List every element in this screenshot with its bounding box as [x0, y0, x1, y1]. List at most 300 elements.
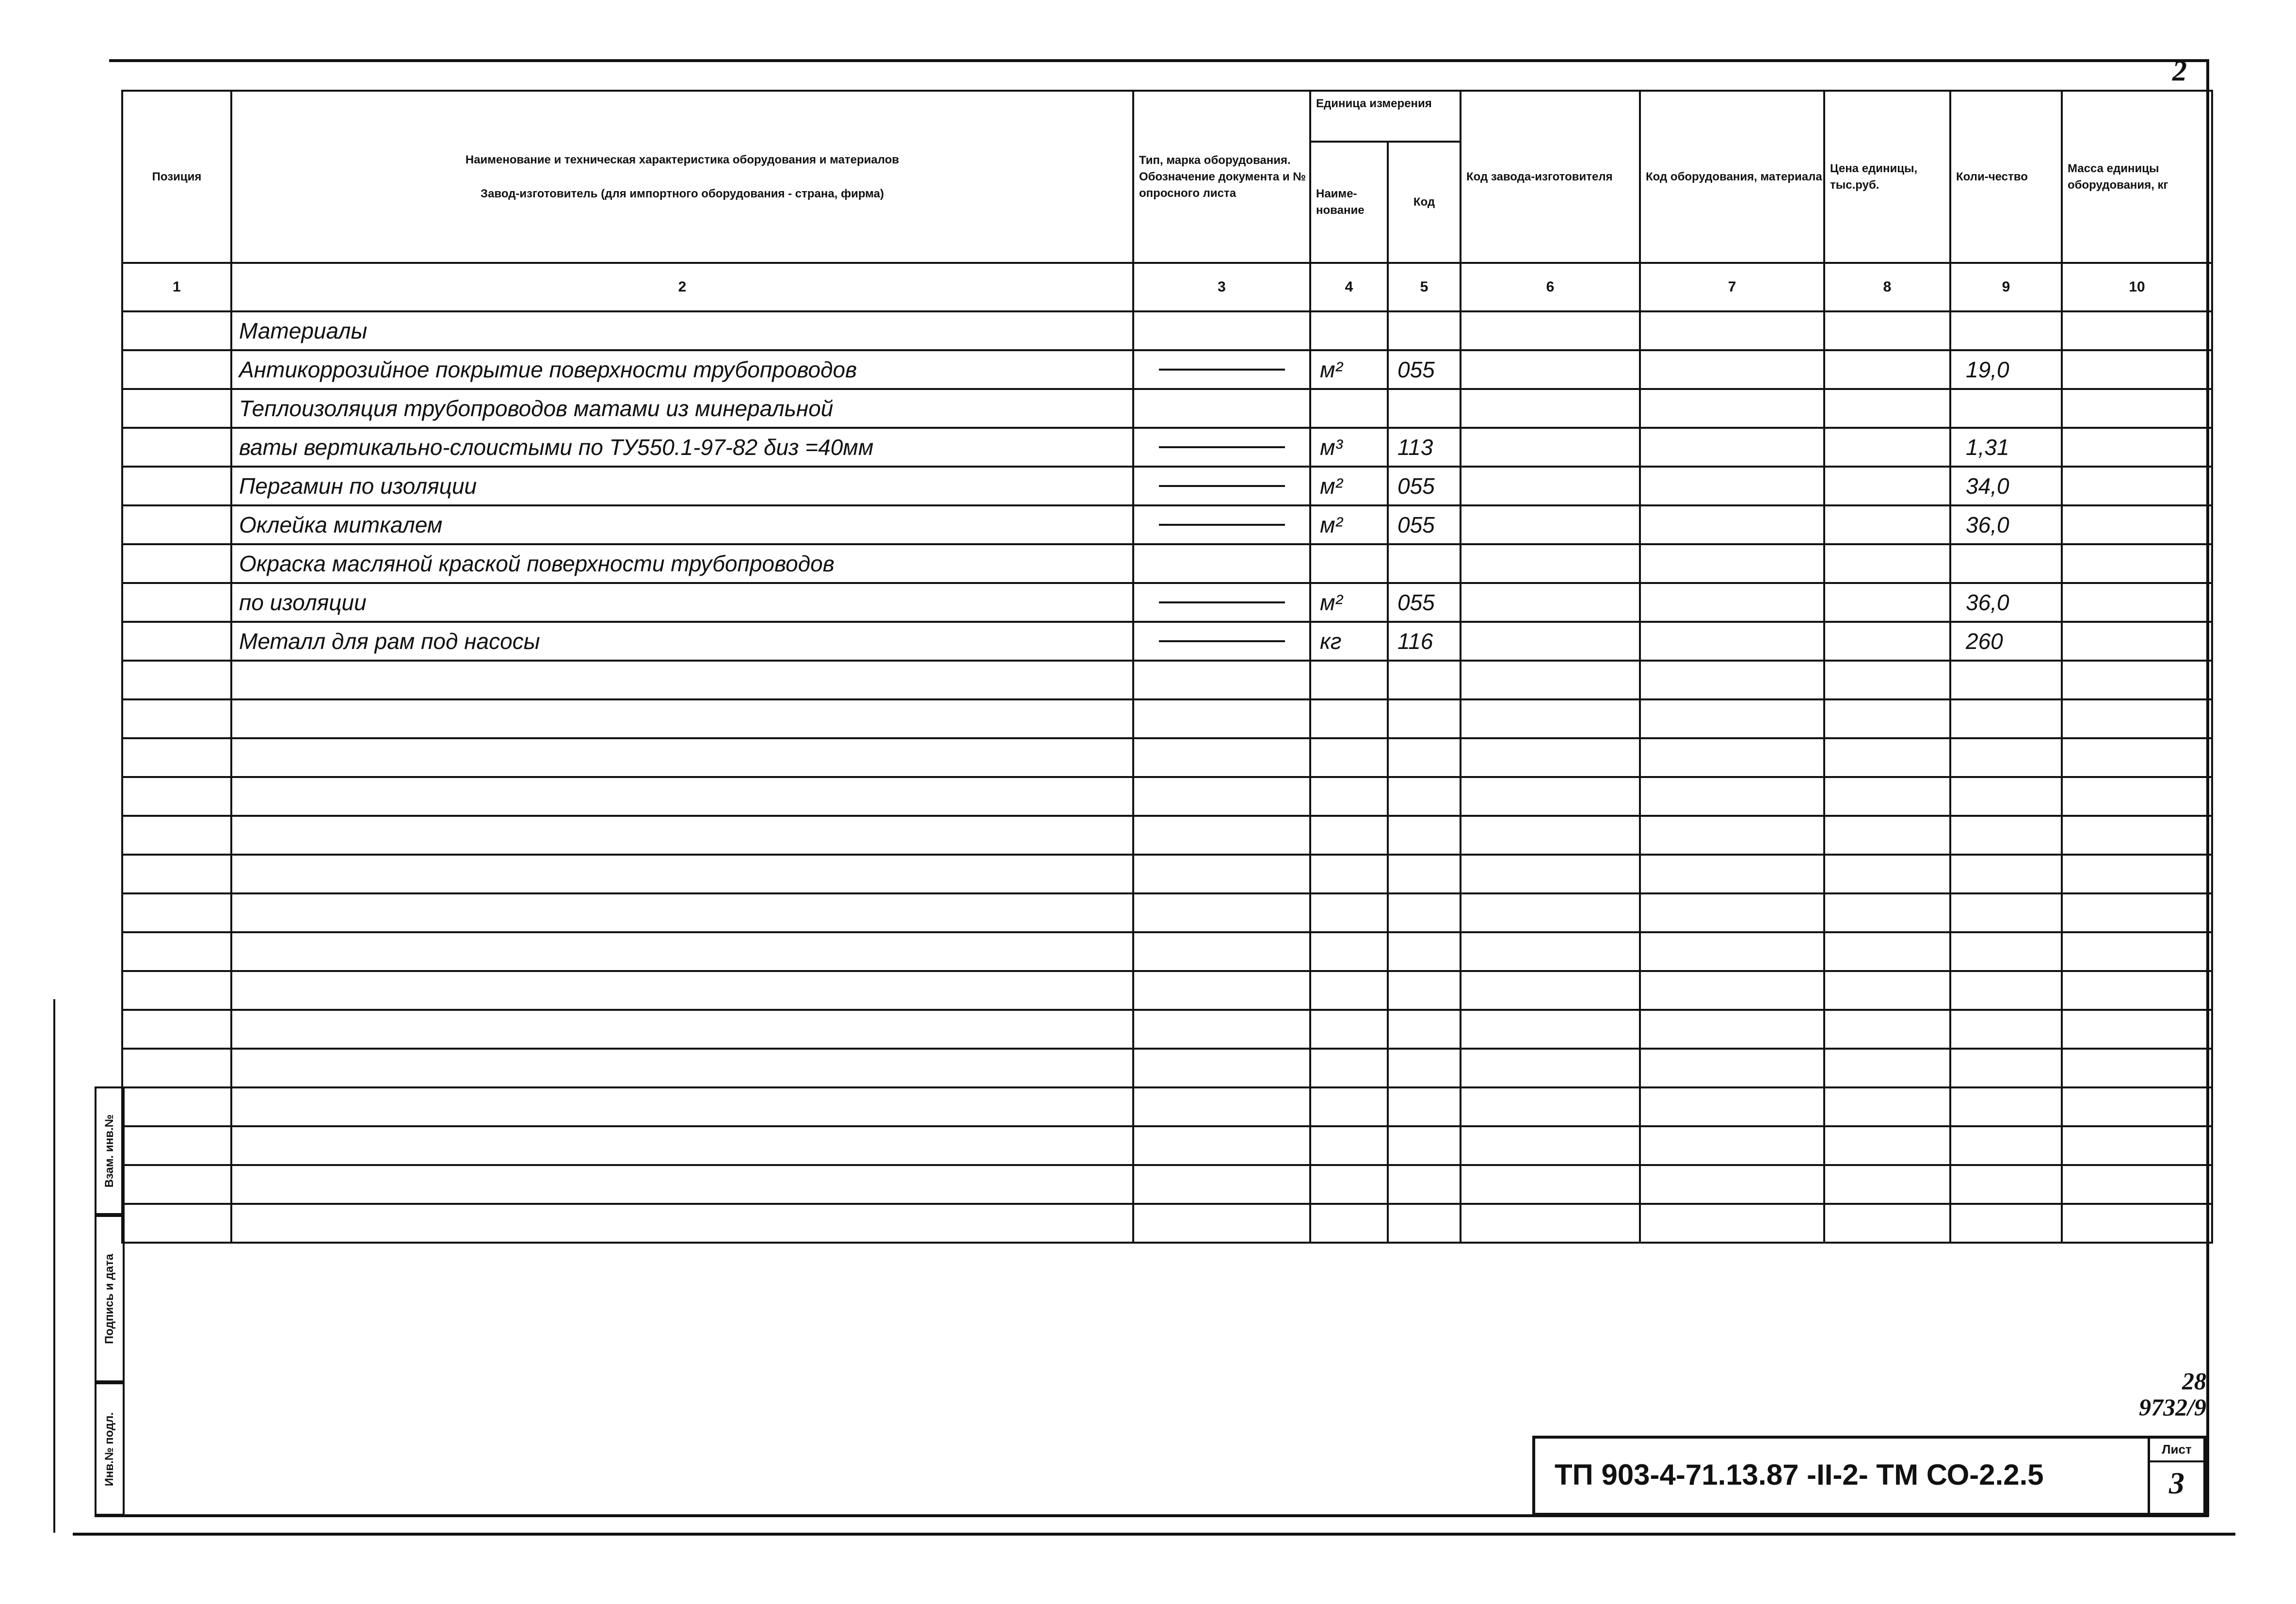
empty-cell	[1640, 1010, 1824, 1049]
price-cell	[1824, 389, 1950, 428]
empty-cell	[1950, 1010, 2062, 1049]
empty-cell	[1310, 1204, 1388, 1243]
code-cell: 055	[1388, 467, 1461, 505]
column-number: 9	[1950, 263, 2062, 311]
header-unit-group: Единица измерения	[1310, 91, 1461, 142]
empty-cell	[122, 738, 231, 777]
table-row	[122, 428, 2212, 467]
empty-cell	[2062, 1126, 2212, 1165]
empty-cell	[1133, 1165, 1310, 1204]
table-row	[122, 311, 2212, 350]
empty-cell	[1133, 971, 1310, 1010]
sheet-number-box	[2148, 1439, 2203, 1513]
left-margin-line	[53, 999, 55, 1533]
name-cell: по изоляции	[231, 583, 1133, 622]
column-number-row	[122, 263, 2212, 311]
table-row	[122, 583, 2212, 622]
empty-cell	[1388, 699, 1461, 738]
empty-cell	[1461, 699, 1640, 738]
price-cell	[1824, 350, 1950, 389]
empty-cell	[2062, 1049, 2212, 1087]
column-number: 4	[1310, 263, 1388, 311]
factory-code-cell	[1461, 350, 1640, 389]
empty-cell	[2062, 1165, 2212, 1204]
factory-code-cell	[1461, 544, 1640, 583]
empty-cell	[1640, 971, 1824, 1010]
sheet-mark: 2	[2172, 55, 2187, 87]
header-name-line2: Завод-изготовитель (для импортного оборудования - страна, фирма)	[481, 187, 884, 200]
empty-cell	[122, 893, 231, 932]
sidebar-cell-replacement	[95, 1086, 125, 1215]
empty-cell	[1640, 855, 1824, 893]
empty-cell	[1388, 661, 1461, 699]
type-cell	[1133, 467, 1310, 505]
empty-table-row	[122, 855, 2212, 893]
code-cell: 116	[1388, 622, 1461, 661]
empty-table-row	[122, 777, 2212, 816]
empty-cell	[1824, 855, 1950, 893]
empty-cell	[1388, 893, 1461, 932]
empty-cell	[122, 971, 231, 1010]
empty-table-row	[122, 971, 2212, 1010]
factory-code-cell	[1461, 389, 1640, 428]
header-factory-code: Код завода-изготовителя	[1461, 91, 1640, 263]
quantity-cell: 36,0	[1950, 583, 2062, 622]
empty-cell	[1824, 971, 1950, 1010]
table-row	[122, 505, 2212, 544]
empty-cell	[231, 1204, 1133, 1243]
column-number: 7	[1640, 263, 1824, 311]
empty-cell	[1388, 932, 1461, 971]
price-cell	[1824, 311, 1950, 350]
empty-cell	[2062, 738, 2212, 777]
table-row	[122, 622, 2212, 661]
material-code-cell	[1640, 350, 1824, 389]
empty-cell	[1310, 1165, 1388, 1204]
material-code-cell	[1640, 622, 1824, 661]
empty-cell	[1824, 699, 1950, 738]
position-cell	[122, 544, 231, 583]
empty-cell	[122, 1049, 231, 1087]
specification-body	[122, 311, 2212, 1243]
empty-cell	[122, 1126, 231, 1165]
name-cell: Антикоррозийное покрытие поверхности трубопроводов	[231, 350, 1133, 389]
unit-cell: м²	[1310, 350, 1388, 389]
empty-table-row	[122, 1165, 2212, 1204]
empty-cell	[2062, 777, 2212, 816]
empty-cell	[122, 1204, 231, 1243]
empty-cell	[2062, 932, 2212, 971]
unit-cell: м³	[1310, 428, 1388, 467]
name-cell: Пергамин по изоляции	[231, 467, 1133, 505]
type-cell	[1133, 622, 1310, 661]
top-border-line	[109, 59, 2209, 62]
empty-cell	[1950, 855, 2062, 893]
name-cell: ваты вертикально-слоистыми по ТУ550.1-97-82 δиз =40мм	[231, 428, 1133, 467]
header-row-top	[122, 91, 2212, 142]
archive-number	[2090, 1368, 2206, 1420]
column-number: 3	[1133, 263, 1310, 311]
empty-cell	[122, 1165, 231, 1204]
empty-cell	[1310, 1049, 1388, 1087]
quantity-cell: 34,0	[1950, 467, 2062, 505]
empty-table-row	[122, 1087, 2212, 1126]
empty-table-row	[122, 699, 2212, 738]
price-cell	[1824, 467, 1950, 505]
empty-table-row	[122, 1010, 2212, 1049]
sidebar-cell-signature	[95, 1215, 125, 1382]
empty-table-row	[122, 1204, 2212, 1243]
empty-cell	[1824, 777, 1950, 816]
position-cell	[122, 505, 231, 544]
empty-cell	[1640, 816, 1824, 855]
dash-mark	[1159, 369, 1285, 371]
price-cell	[1824, 505, 1950, 544]
empty-cell	[1310, 855, 1388, 893]
name-cell: Оклейка миткалем	[231, 505, 1133, 544]
empty-cell	[1310, 777, 1388, 816]
document-code: ТП 903-4-71.13.87 -II-2- ТМ СО-2.2.5	[1555, 1458, 2044, 1491]
type-cell	[1133, 311, 1310, 350]
type-cell	[1133, 389, 1310, 428]
empty-cell	[231, 932, 1133, 971]
name-cell: Металл для рам под насосы	[231, 622, 1133, 661]
position-cell	[122, 350, 231, 389]
dash-mark	[1159, 601, 1285, 603]
empty-cell	[1824, 893, 1950, 932]
empty-cell	[231, 1049, 1133, 1087]
dash-mark	[1159, 446, 1285, 448]
empty-cell	[1133, 699, 1310, 738]
mass-cell	[2062, 350, 2212, 389]
empty-cell	[1824, 932, 1950, 971]
mass-cell	[2062, 544, 2212, 583]
code-cell	[1388, 544, 1461, 583]
name-cell: Теплоизоляция трубопроводов матами из минеральной	[231, 389, 1133, 428]
empty-cell	[1310, 738, 1388, 777]
empty-table-row	[122, 738, 2212, 777]
empty-cell	[1824, 1049, 1950, 1087]
header-material-code: Код оборудования, материала	[1640, 91, 1824, 263]
unit-cell	[1310, 311, 1388, 350]
unit-cell	[1310, 389, 1388, 428]
empty-cell	[1133, 855, 1310, 893]
empty-cell	[1388, 1087, 1461, 1126]
empty-cell	[1388, 1049, 1461, 1087]
column-number: 1	[122, 263, 231, 311]
empty-cell	[1461, 1165, 1640, 1204]
code-cell	[1388, 311, 1461, 350]
empty-cell	[2062, 855, 2212, 893]
empty-cell	[1640, 1165, 1824, 1204]
empty-cell	[231, 971, 1133, 1010]
material-code-cell	[1640, 505, 1824, 544]
quantity-cell	[1950, 311, 2062, 350]
sidebar-label: Взам. инв.№	[103, 1114, 116, 1187]
column-number: 5	[1388, 263, 1461, 311]
quantity-cell	[1950, 544, 2062, 583]
quantity-cell: 260	[1950, 622, 2062, 661]
empty-cell	[122, 932, 231, 971]
bottom-border-line	[73, 1533, 2235, 1536]
dash-mark	[1159, 640, 1285, 642]
empty-cell	[1133, 1087, 1310, 1126]
empty-table-row	[122, 661, 2212, 699]
empty-cell	[1461, 661, 1640, 699]
code-cell	[1388, 389, 1461, 428]
header-type: Тип, марка оборудования. Обозначение документа и № опросного листа	[1133, 91, 1310, 263]
empty-cell	[1950, 1049, 2062, 1087]
name-cell: Материалы	[231, 311, 1133, 350]
header-name-line1: Наименование и техническая характеристика оборудования и материалов	[465, 153, 899, 166]
sheet-number: 3	[2169, 1466, 2184, 1500]
header-price: Цена единицы, тыс.руб.	[1824, 91, 1950, 263]
empty-cell	[1388, 1126, 1461, 1165]
price-cell	[1824, 622, 1950, 661]
empty-cell	[1388, 971, 1461, 1010]
empty-cell	[1133, 893, 1310, 932]
type-cell	[1133, 428, 1310, 467]
empty-cell	[1640, 1126, 1824, 1165]
empty-cell	[1461, 932, 1640, 971]
empty-cell	[1461, 1087, 1640, 1126]
empty-cell	[1310, 971, 1388, 1010]
empty-cell	[1824, 1204, 1950, 1243]
empty-table-row	[122, 1049, 2212, 1087]
mass-cell	[2062, 389, 2212, 428]
empty-cell	[1133, 1010, 1310, 1049]
price-cell	[1824, 583, 1950, 622]
header-name	[231, 91, 1133, 263]
empty-cell	[231, 777, 1133, 816]
empty-cell	[231, 1126, 1133, 1165]
empty-cell	[1461, 855, 1640, 893]
empty-cell	[1388, 1010, 1461, 1049]
empty-table-row	[122, 893, 2212, 932]
empty-cell	[1388, 1165, 1461, 1204]
title-block-stamp	[1532, 1436, 2206, 1516]
empty-cell	[1824, 1010, 1950, 1049]
empty-cell	[2062, 699, 2212, 738]
empty-cell	[1310, 699, 1388, 738]
empty-cell	[1640, 1204, 1824, 1243]
empty-cell	[1310, 1010, 1388, 1049]
empty-cell	[1640, 1049, 1824, 1087]
empty-cell	[1461, 1126, 1640, 1165]
specification-table	[121, 90, 2213, 1244]
empty-cell	[1388, 1204, 1461, 1243]
empty-cell	[231, 661, 1133, 699]
empty-cell	[1640, 699, 1824, 738]
empty-cell	[1133, 932, 1310, 971]
factory-code-cell	[1461, 467, 1640, 505]
quantity-cell	[1950, 389, 2062, 428]
mass-cell	[2062, 505, 2212, 544]
mass-cell	[2062, 622, 2212, 661]
empty-cell	[1640, 777, 1824, 816]
price-cell	[1824, 428, 1950, 467]
empty-cell	[1950, 893, 2062, 932]
empty-table-row	[122, 932, 2212, 971]
table-row	[122, 467, 2212, 505]
empty-cell	[231, 1165, 1133, 1204]
column-number: 8	[1824, 263, 1950, 311]
empty-cell	[1950, 661, 2062, 699]
factory-code-cell	[1461, 583, 1640, 622]
position-cell	[122, 583, 231, 622]
empty-cell	[1133, 777, 1310, 816]
empty-cell	[1310, 816, 1388, 855]
empty-cell	[231, 1087, 1133, 1126]
empty-cell	[1133, 816, 1310, 855]
empty-cell	[1461, 777, 1640, 816]
empty-cell	[1133, 661, 1310, 699]
name-cell: Окраска масляной краской поверхности трубопроводов	[231, 544, 1133, 583]
unit-cell: м²	[1310, 583, 1388, 622]
factory-code-cell	[1461, 428, 1640, 467]
empty-cell	[2062, 1010, 2212, 1049]
column-number: 2	[231, 263, 1133, 311]
position-cell	[122, 428, 231, 467]
empty-cell	[2062, 893, 2212, 932]
empty-cell	[1950, 699, 2062, 738]
quantity-cell: 19,0	[1950, 350, 2062, 389]
mass-cell	[2062, 467, 2212, 505]
mass-cell	[2062, 311, 2212, 350]
empty-cell	[1950, 1126, 2062, 1165]
factory-code-cell	[1461, 311, 1640, 350]
empty-cell	[122, 816, 231, 855]
empty-cell	[231, 1010, 1133, 1049]
empty-cell	[1824, 738, 1950, 777]
empty-table-row	[122, 816, 2212, 855]
material-code-cell	[1640, 428, 1824, 467]
empty-cell	[122, 661, 231, 699]
empty-cell	[1310, 661, 1388, 699]
header-mass: Масса единицы оборудования, кг	[2062, 91, 2212, 263]
header-unit-name: Наиме-нование	[1310, 142, 1388, 263]
material-code-cell	[1640, 583, 1824, 622]
empty-cell	[1310, 1126, 1388, 1165]
material-code-cell	[1640, 467, 1824, 505]
unit-cell: м²	[1310, 505, 1388, 544]
type-cell	[1133, 583, 1310, 622]
header-quantity: Коли-чество	[1950, 91, 2062, 263]
empty-cell	[1388, 777, 1461, 816]
material-code-cell	[1640, 544, 1824, 583]
empty-cell	[1461, 971, 1640, 1010]
code-cell: 113	[1388, 428, 1461, 467]
empty-cell	[1640, 893, 1824, 932]
factory-code-cell	[1461, 622, 1640, 661]
empty-cell	[1388, 816, 1461, 855]
column-number: 10	[2062, 263, 2212, 311]
table-row	[122, 544, 2212, 583]
empty-cell	[1824, 1165, 1950, 1204]
empty-cell	[231, 816, 1133, 855]
empty-table-row	[122, 1126, 2212, 1165]
mass-cell	[2062, 583, 2212, 622]
position-cell	[122, 622, 231, 661]
type-cell	[1133, 505, 1310, 544]
empty-cell	[1640, 738, 1824, 777]
code-cell: 055	[1388, 583, 1461, 622]
sidebar-label: Подпись и дата	[103, 1253, 116, 1344]
empty-cell	[122, 1010, 231, 1049]
empty-cell	[1461, 1204, 1640, 1243]
empty-cell	[231, 738, 1133, 777]
column-number: 6	[1461, 263, 1640, 311]
empty-cell	[231, 699, 1133, 738]
unit-cell: кг	[1310, 622, 1388, 661]
quantity-cell: 1,31	[1950, 428, 2062, 467]
empty-cell	[1461, 1010, 1640, 1049]
empty-cell	[1461, 1049, 1640, 1087]
empty-cell	[1950, 816, 2062, 855]
empty-cell	[1640, 661, 1824, 699]
empty-cell	[1950, 777, 2062, 816]
empty-cell	[2062, 661, 2212, 699]
material-code-cell	[1640, 389, 1824, 428]
material-code-cell	[1640, 311, 1824, 350]
sheet-label: Лист	[2150, 1439, 2203, 1462]
position-cell	[122, 311, 231, 350]
empty-cell	[122, 855, 231, 893]
empty-cell	[1950, 932, 2062, 971]
unit-cell: м²	[1310, 467, 1388, 505]
empty-cell	[1824, 1087, 1950, 1126]
sidebar-cell-original	[95, 1382, 125, 1516]
empty-cell	[1388, 855, 1461, 893]
archive-number-top: 28	[2182, 1367, 2206, 1394]
position-cell	[122, 467, 231, 505]
code-cell: 055	[1388, 350, 1461, 389]
empty-cell	[122, 1087, 231, 1126]
dash-mark	[1159, 524, 1285, 526]
header-position: Позиция	[122, 91, 231, 263]
header-unit-code: Код	[1388, 142, 1461, 263]
empty-cell	[1950, 971, 2062, 1010]
quantity-cell: 36,0	[1950, 505, 2062, 544]
mass-cell	[2062, 428, 2212, 467]
empty-cell	[231, 855, 1133, 893]
empty-cell	[2062, 816, 2212, 855]
empty-cell	[2062, 1204, 2212, 1243]
type-cell	[1133, 350, 1310, 389]
empty-cell	[1133, 738, 1310, 777]
empty-cell	[1461, 738, 1640, 777]
empty-cell	[1640, 932, 1824, 971]
empty-cell	[122, 777, 231, 816]
empty-cell	[1824, 661, 1950, 699]
factory-code-cell	[1461, 505, 1640, 544]
empty-cell	[1461, 893, 1640, 932]
sidebar-label: Инв.№ подл.	[103, 1412, 116, 1486]
empty-cell	[1310, 893, 1388, 932]
archive-number-bottom: 9732/9	[2139, 1393, 2206, 1421]
empty-cell	[1950, 1087, 2062, 1126]
empty-cell	[1950, 1204, 2062, 1243]
code-cell: 055	[1388, 505, 1461, 544]
empty-cell	[1133, 1049, 1310, 1087]
empty-cell	[1950, 738, 2062, 777]
empty-cell	[231, 893, 1133, 932]
dash-mark	[1159, 485, 1285, 487]
type-cell	[1133, 544, 1310, 583]
empty-cell	[1824, 1126, 1950, 1165]
empty-cell	[2062, 971, 2212, 1010]
empty-cell	[1310, 932, 1388, 971]
